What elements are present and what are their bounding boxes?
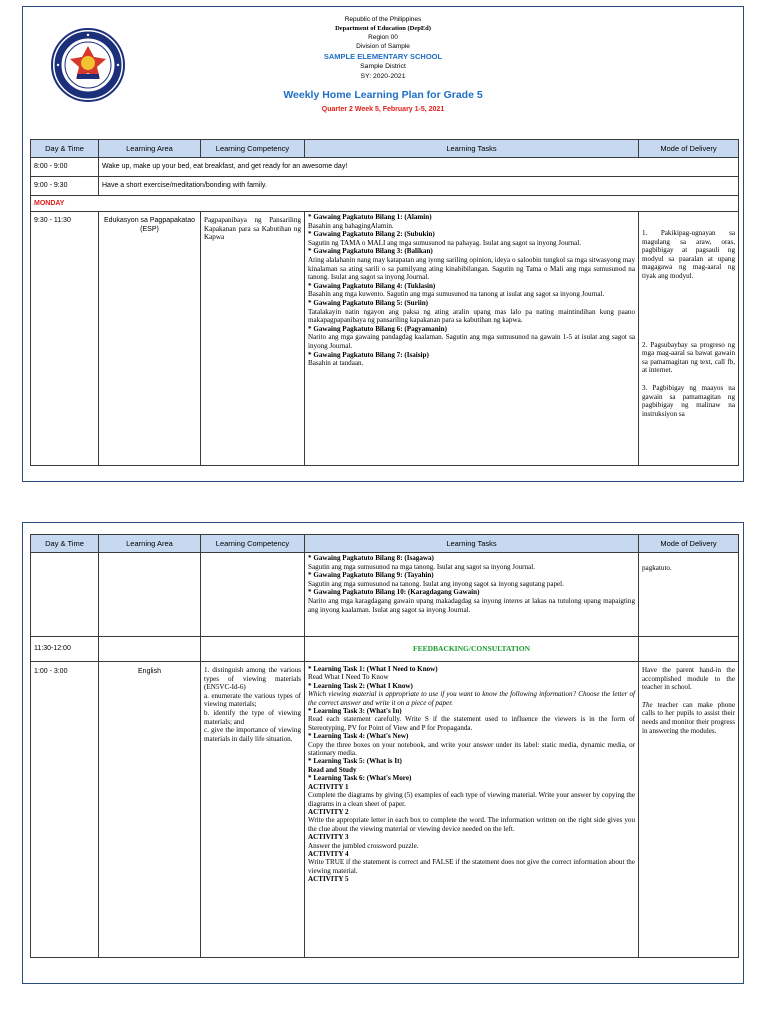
task-item: * Gawaing Pagkatuto Bilang 6: (Pagyamanin) Narito ang mga gawaing pandagdag kaalaman. Sagutin ang mga sumusunod na gawain 1-5 at isulat ang sagot sa inyong Journal. [308, 324, 635, 350]
task-item: * Learning Task 3: (What's In) Read each statement carefully. Write S if the statement used to influence the viewers is in the form of Stereotyping, PV for Point of View and P for Propaganda. [308, 707, 635, 732]
task-item: * Gawaing Pagkatuto Bilang 3: (Balikan) Ating alalahanin nang may katapatan ang iyong sariling opinion, ideya o saloobin tungkol sa mga sitwasyong may kinalaman sa ating sarili o sa pamilyang ating kinabibilangan. Sagutin ng Tama o Mali ang mga sumusunod na tanong. Isulat ang sagot sa inyong Journal. [308, 247, 635, 282]
department-line: Department of Education (DepEd) [335, 25, 431, 32]
task-item: * Learning Task 1: (What I Need to Know) Read What I Need To Know [308, 665, 438, 682]
row-time: 8:00 - 9:00 [31, 158, 99, 177]
day-label-monday: MONDAY [31, 196, 739, 212]
task-item: * Learning Task 4: (What's New) Copy the three boxes on your notebook, and write your answer under its label: static media, dynamic media, or stationary media. [308, 732, 635, 758]
table-header-row [31, 535, 739, 553]
learning-area [99, 553, 201, 637]
deped-seal-icon [50, 27, 126, 103]
plan-table [30, 534, 739, 958]
row-activity: Wake up, make up your bed, eat breakfast, and get ready for an awesome day! [99, 158, 739, 177]
col-day-time: Day & Time [31, 140, 99, 158]
task-item: Read and Study [308, 765, 357, 774]
mode-of-delivery: pagkatuto. [639, 553, 739, 637]
learning-competency [201, 637, 305, 662]
task-item: ACTIVITY 1 Complete the diagrams by giving (5) examples of each type of viewing material. Write your answer by copying the diagrams in a clean sheet of paper. [308, 782, 635, 808]
plan-page-1 [22, 6, 744, 482]
task-item: * Gawaing Pagkatuto Bilang 7: (Isaisip) Basahin at tandaan. [308, 350, 429, 368]
mode-item: 2. Pagsubaybay sa progreso ng mga mag-aaral sa bawat gawain sa pamamagitan ng text, call fb, at internet. [642, 340, 735, 375]
col-learning-competency: Learning Competency [201, 535, 305, 553]
republic-line: Republic of the Philippines [344, 16, 422, 23]
school-name: SAMPLE ELEMENTARY SCHOOL [323, 52, 443, 61]
learning-area [99, 637, 201, 662]
learning-competency: Pagpapanibaya ng Pansariling Kapakanan para sa Kabutihan ng Kapwa [201, 212, 305, 466]
task-item: ACTIVITY 2 Write the appropriate letter in each box to complete the word. The information written on the right side gives you the clue about the viewing material or viewing device needed on the left. [308, 807, 635, 833]
plan-page-2 [22, 522, 744, 984]
task-item: * Gawaing Pagkatuto Bilang 2: (Subukin) Sagutin ng TAMA o MALI ang mga sumusunod na pahayag. Isulat ang sagot sa inyong Journal. [308, 230, 581, 247]
mode-item: The teacher can make phone calls to her pupils to assist their needs and monitor their progress in answering the modules. [642, 700, 735, 735]
task-item: * Learning Task 2: (What I Know) Which viewing material is appropriate to use if you want to know the following information? Choose the letter of the correct answer and write it on a piece of paper. [308, 681, 635, 707]
learning-competency: 1. distinguish among the various types of viewing materials (EN5VC-Id-6) a. enumerate the various types of viewing materials; b. identify the type of viewing materials; and c. give the importance of viewing materials in daily life situation. [201, 662, 305, 958]
feedback-consultation: FEEDBACKING/CONSULTATION [305, 637, 639, 662]
col-learning-tasks: Learning Tasks [305, 535, 639, 553]
day-row [31, 196, 739, 212]
table-row-english [31, 662, 739, 958]
learning-area: Edukasyon sa Pagpapakatao (ESP) [99, 212, 201, 466]
learning-competency [201, 553, 305, 637]
row-time: 11:30-12:00 [31, 637, 99, 662]
col-learning-area: Learning Area [99, 140, 201, 158]
mode-item: 3. Pagbibigay ng maayos na gawain sa pamamagitan ng pagbibigay ng malinaw na instruksiyon sa [642, 383, 735, 418]
table-row [31, 158, 739, 177]
table-row-feedback [31, 637, 739, 662]
task-item: * Gawaing Pagkatuto Bilang 9: (Tayahin) Sagutin ang mga sumusunod na tanong. Isulat ang inyong sagot sa inyong sagutang papel. [308, 571, 564, 588]
plan-title: Weekly Home Learning Plan for Grade 5 [283, 89, 483, 101]
division-line: Division of Sample [356, 43, 410, 50]
col-day-time: Day & Time [31, 535, 99, 553]
col-learning-area: Learning Area [99, 535, 201, 553]
col-mode-of-delivery: Mode of Delivery [639, 140, 739, 158]
table-row-continued [31, 553, 739, 637]
task-item: * Gawaing Pagkatuto Bilang 8: (Isagawa) Sagutin ang mga sumusunod na mga tanong. Isulat ang sagot sa inyong Journal. [308, 554, 535, 571]
learning-area: English [99, 662, 201, 958]
task-item: * Gawaing Pagkatuto Bilang 4: (Tuklasin) Basahin ang mga kuwento. Sagutin ang mga sumusunod na tanong at isulat ang sagot sa inyong Journal. [308, 281, 605, 299]
task-item: * Gawaing Pagkatuto Bilang 10: (Karagdagang Gawain) Narito ang mga karagdagang gawain upang makadagdag sa inyong interes at lakas na tutulong upang mapaigting ang inyong kaalaman. Isulat ang sagot sa inyong Journal. [308, 588, 635, 614]
row-time: 9:30 - 11:30 [31, 212, 99, 466]
task-item: ACTIVITY 4 Write TRUE if the statement is correct and FALSE if the statement does not give the correct information about the viewing material. [308, 849, 635, 875]
mode-item: 1. Pakikipag-ugnayan sa magulang sa araw, oras, pagbibigay at pagsauli ng modyul sa paaralan at upang magagawa ng mag-aaral ng tiyak ang modyul. [642, 229, 735, 280]
task-item: * Learning Task 5: (What is It) [308, 757, 402, 766]
learning-tasks [305, 662, 639, 958]
region-line: Region 00 [368, 34, 398, 41]
mode-of-delivery [639, 212, 739, 466]
mode-item: Have the parent hand-in the accomplished module to the teacher in school. [642, 666, 735, 692]
col-mode-of-delivery: Mode of Delivery [639, 535, 739, 553]
table-header-row [31, 140, 739, 158]
col-learning-competency: Learning Competency [201, 140, 305, 158]
learning-tasks [305, 553, 639, 637]
task-item: * Gawaing Pagkatuto Bilang 1: (Alamin) Basahin ang bahagingAlamin. [308, 213, 432, 230]
learning-tasks [305, 212, 639, 466]
table-row [31, 177, 739, 196]
row-time: 1:00 - 3:00 [31, 662, 99, 958]
row-activity: Have a short exercise/meditation/bonding with family. [99, 177, 739, 196]
task-item: ACTIVITY 5 [308, 875, 349, 884]
table-row-esp [31, 212, 739, 466]
school-year: SY: 2020-2021 [360, 72, 406, 80]
task-item: * Learning Task 6: (What's More) [308, 774, 412, 783]
mode-of-delivery [639, 637, 739, 662]
district-line: Sample District [360, 63, 406, 70]
document-header [30, 15, 736, 139]
mode-of-delivery [639, 662, 739, 958]
row-time [31, 553, 99, 637]
quarter-line: Quarter 2 Week 5, February 1-5, 2021 [321, 106, 445, 113]
task-item: ACTIVITY 3 Answer the jumbled crossword puzzle. [308, 833, 419, 850]
row-time: 9:00 - 9:30 [31, 177, 99, 196]
col-learning-tasks: Learning Tasks [305, 140, 639, 158]
task-item: * Gawaing Pagkatuto Bilang 5: (Suriin) Tatalakayin natin ngayon ang paksa ng ating aralin upang mas lalo pa nating maintindihan kung paano makapagpapanibaya ng pansariling kapakanan para sa kabutihan ng kapwa. [308, 298, 635, 325]
plan-table [30, 139, 739, 466]
